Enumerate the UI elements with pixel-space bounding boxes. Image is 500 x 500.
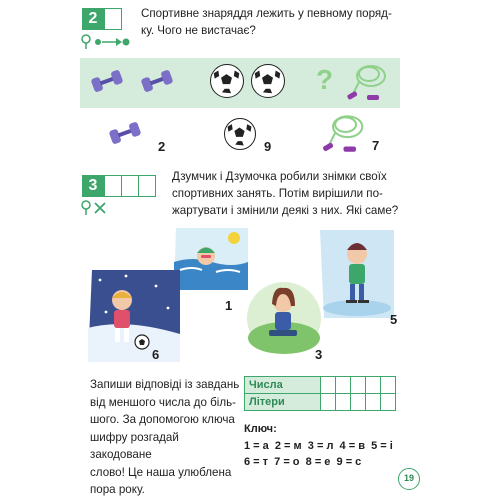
answer-cell[interactable]	[351, 394, 366, 411]
answer-cell[interactable]	[138, 175, 156, 197]
dumbbell-icon	[108, 120, 142, 146]
table-row	[245, 394, 396, 411]
task2-text	[141, 5, 411, 39]
dumbbell-icon	[140, 68, 174, 94]
answer-cell[interactable]	[104, 8, 122, 30]
soccer-ball-icon	[251, 64, 285, 98]
picture-label: 1	[225, 298, 233, 313]
task3-text-line: жартувати і змінили деякі з них. Які саме?	[172, 204, 399, 217]
picture-girl-grass	[245, 276, 323, 356]
final-task-line: пора року.	[90, 483, 145, 496]
final-task-line: від меншого числа до біль-	[90, 395, 236, 409]
answer-cell[interactable]	[351, 377, 366, 394]
final-task-line: шого. За допомогою ключа	[90, 413, 235, 426]
soccer-ball-icon	[210, 64, 244, 98]
final-task-text	[90, 376, 240, 499]
task-number-2: 2	[82, 8, 104, 30]
final-task-line: слово! Це наша улюблена	[90, 465, 232, 479]
answer-cell[interactable]	[336, 394, 351, 411]
final-task-line: шифру розгадай закодоване	[90, 430, 179, 461]
option-label: 7	[372, 138, 380, 153]
task-number-3: 3	[82, 175, 104, 197]
picture-label: 3	[315, 347, 323, 362]
task2-text-line: Спортивне знаряддя лежить у певному поряд-	[141, 7, 392, 20]
page-number: 19	[398, 468, 420, 490]
task3-text-line: Дзумчик і Дзумочка робили знімки своїх	[172, 170, 387, 183]
jump-rope-icon	[320, 110, 368, 158]
task2-text-line: ку. Чого не вистачає?	[141, 24, 256, 37]
answer-cell[interactable]	[121, 175, 139, 197]
hint-icon	[80, 200, 108, 216]
picture-swimming	[172, 226, 250, 292]
key-title: Ключ:	[244, 423, 277, 435]
picture-skating	[318, 228, 396, 320]
answer-cell[interactable]	[336, 377, 351, 394]
dumbbell-icon	[90, 68, 124, 94]
key-line: 6 = т 7 = о 8 = е 9 = с	[244, 456, 362, 468]
task3-text	[172, 168, 412, 219]
picture-label: 5	[390, 312, 398, 327]
jump-rope-icon	[345, 60, 390, 106]
answer-cell[interactable]	[321, 377, 336, 394]
answer-table	[244, 376, 396, 411]
answer-cell[interactable]	[104, 175, 122, 197]
option-label: 2	[158, 139, 166, 154]
answer-cell[interactable]	[366, 377, 381, 394]
answer-cell[interactable]	[381, 394, 396, 411]
final-task-line: Запиши відповіді із завдань	[90, 378, 240, 391]
picture-soccer-snow	[86, 268, 182, 364]
soccer-ball-icon	[224, 118, 256, 150]
picture-label: 6	[152, 347, 160, 362]
task3-text-line: спортивних занять. Потім вирішили по-	[172, 187, 383, 200]
table-row	[245, 377, 396, 394]
answer-cell[interactable]	[381, 377, 396, 394]
option-label: 9	[264, 139, 272, 154]
hint-icon	[80, 34, 132, 50]
key-line: 1 = а 2 = м 3 = л 4 = в 5 = і	[244, 440, 393, 452]
letters-row-label: Літери	[245, 394, 321, 411]
answer-cell[interactable]	[321, 394, 336, 411]
question-mark: ?	[316, 64, 334, 95]
answer-cell[interactable]	[366, 394, 381, 411]
numbers-row-label: Числа	[245, 377, 321, 394]
